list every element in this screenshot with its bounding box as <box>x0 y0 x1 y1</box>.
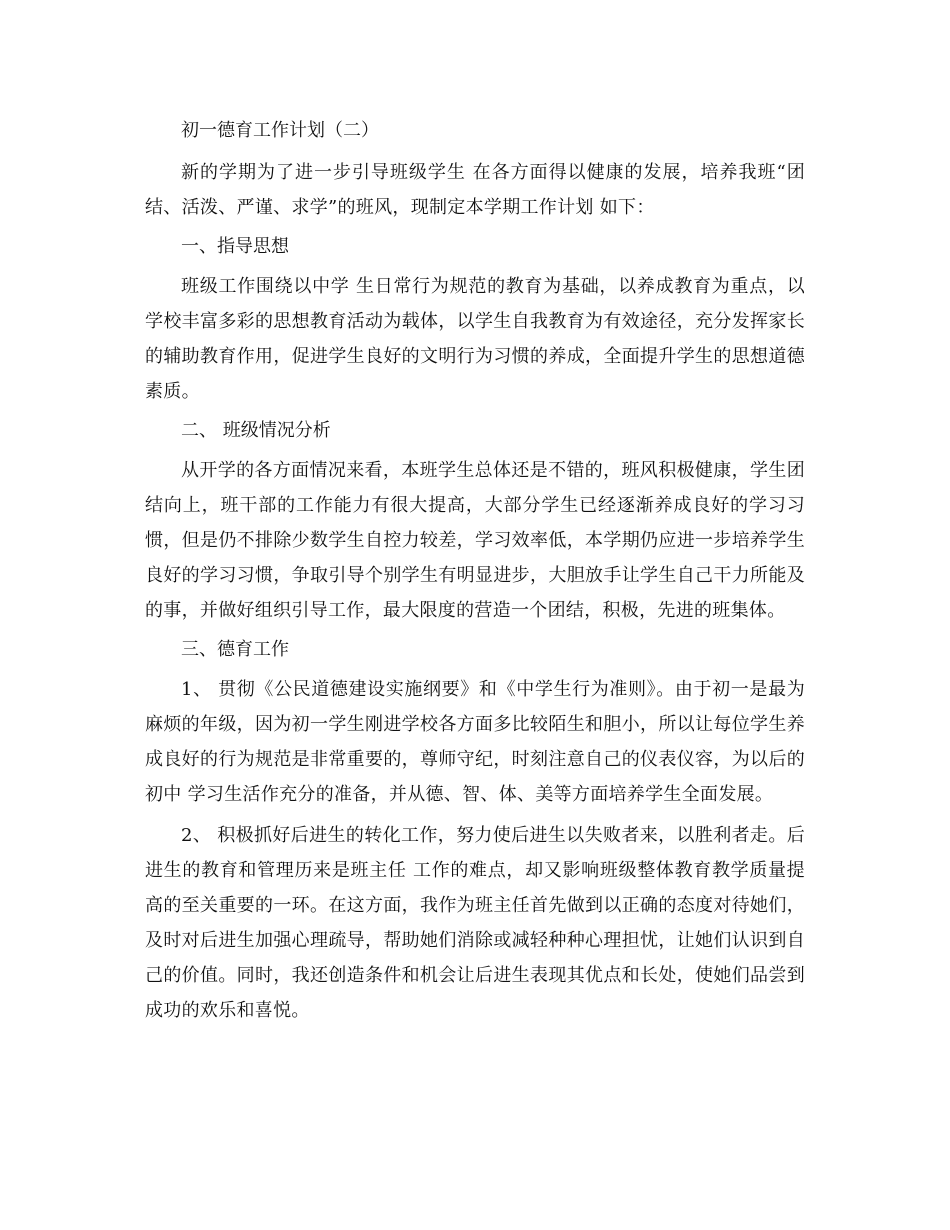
section-heading-guiding-thought: 一、指导思想 <box>181 236 289 257</box>
section-body-guiding-thought: 班级工作围绕以中学 生日常行为规范的教育为基础，以养成教育为重点，以学校丰富多彩的思想教育活动为载体，以学生自我教育为有效途径，充分发挥家长的辅助教育作用，促进学生良好的文明行为习惯的养成，全面提升学生的思想道德素质。 <box>145 276 805 402</box>
intro-paragraph: 新的学期为了进一步引导班级学生 在各方面得以健康的发展，培养我班“团结、活泼、严谨、求学”的班风，现制定本学期工作计划 如下： <box>145 162 805 218</box>
document-page <box>145 115 805 1034</box>
moral-education-item-2: 2、 积极抓好后进生的转化工作，努力使后进生以失败者来，以胜利者走。后进生的教育和管理历来是班主任 工作的难点，却又影响班级整体教育教学质量提高的至关重要的一环。在这方面，我作为班主任首先做到以正确的态度对待她们，及时对后进生加强心理疏导，帮助她们消除或减轻种种心理担忧，让她们认识到自己的价值。同时，我还创造条件和机会让后进生表现其优点和长处，使她们品尝到成功的欢乐和喜悦。 <box>145 825 805 1021</box>
section-body-class-analysis: 从开学的各方面情况来看，本班学生总体还是不错的，班风积极健康，学生团结向上，班干部的工作能力有很大提高，大部分学生已经逐渐养成良好的学习习惯，但是仍不排除少数学生自控力较差，学习效率低，本学期仍应进一步培养学生良好的学习习惯，争取引导个别学生有明显进步，大胆放手让学生自己干力所能及的事，并做好组织引导工作，最大限度的营造一个团结，积极，先进的班集体。 <box>145 460 805 621</box>
section-heading-class-analysis: 二、 班级情况分析 <box>181 420 331 441</box>
section-heading-moral-education: 三、德育工作 <box>181 639 289 660</box>
document-title: 初一德育工作计划（二） <box>181 120 379 141</box>
moral-education-item-1: 1、 贯彻《公民道德建设实施纲要》和《中学生行为准则》。由于初一是最为麻烦的年级，因为初一学生刚进学校各方面多比较陌生和胆小，所以让每位学生养成良好的行为规范是非常重要的，尊师守纪，时刻注意自己的仪表仪容，为以后的初中 学习生活作充分的准备，并从德、智、体、美等方面培养学生全面发展。 <box>145 679 805 805</box>
